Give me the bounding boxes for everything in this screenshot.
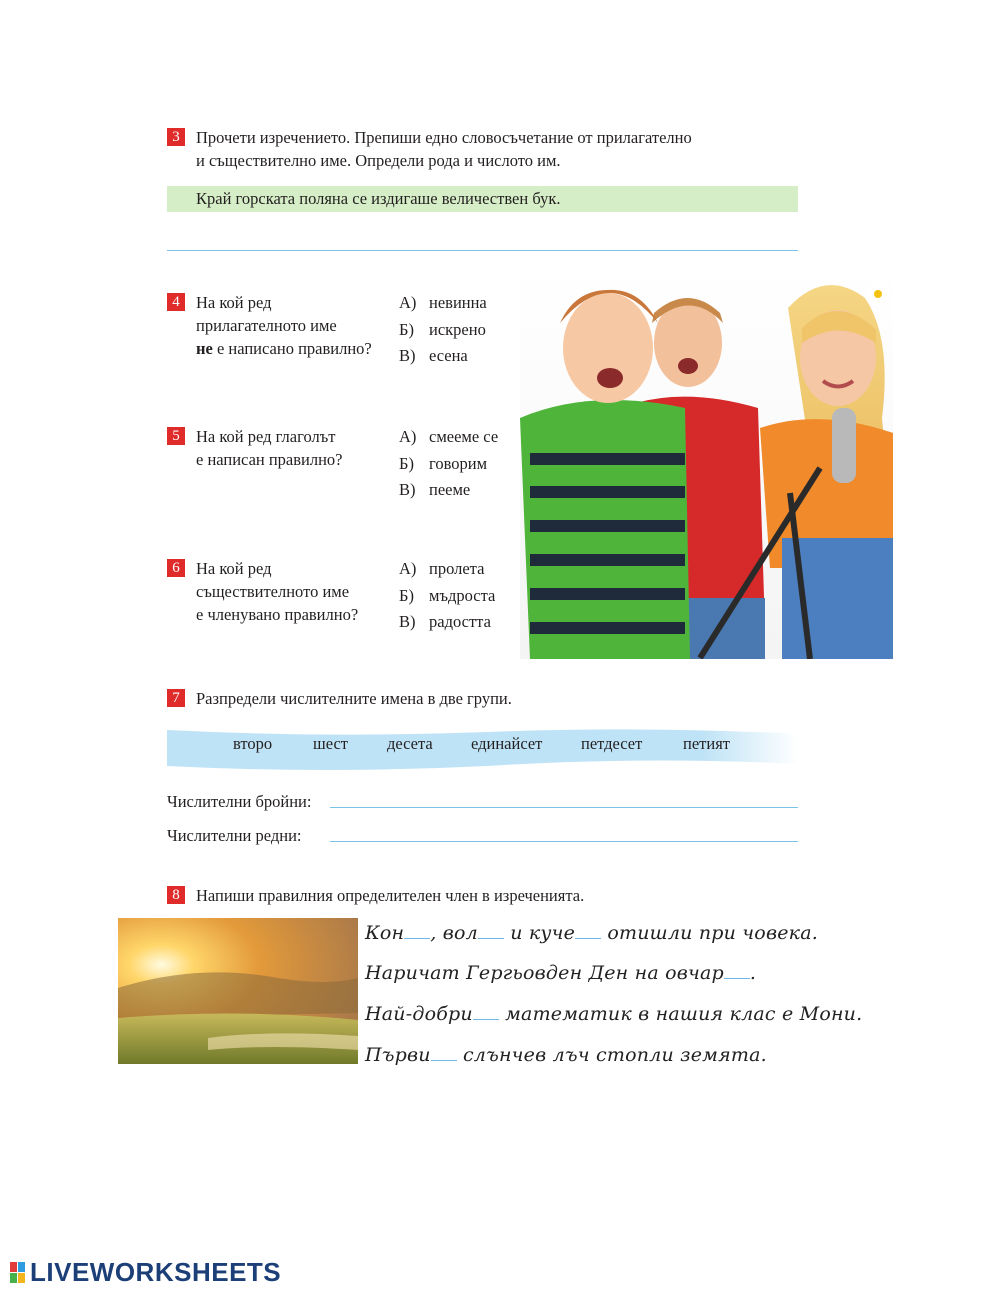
s3-blank-1[interactable] [473,1005,499,1020]
handwritten-sentence-4 [365,1044,767,1066]
s4-part-b: слънчев лъч стопли земята. [456,1044,767,1066]
s2-blank-1[interactable] [724,964,750,979]
q6-option-b-letter: Б) [399,586,414,605]
liveworksheets-logo-icon [10,1262,26,1284]
question-4-number: 4 [167,293,185,311]
question-5-line1: На кой ред глаголът [196,427,336,446]
q4-option-c[interactable] [399,343,468,370]
question-3-answer-line[interactable] [167,250,798,251]
q4-option-b[interactable] [399,317,486,344]
question-6-line3: е членувано правилно? [196,605,359,624]
number-word[interactable]: петдесет [581,734,643,753]
question-5-line2: е написан правилно? [196,450,343,469]
q6-option-a-text: пролета [429,559,485,578]
s1-blank-1[interactable] [404,924,430,939]
question-7-instruction: Разпредели числителните имена в две групи. [196,689,512,708]
s3-part-a: Най-добри [365,1003,473,1025]
question-3-number: 3 [167,128,185,146]
question-7-number: 7 [167,689,185,707]
s2-part-a: Наричат Гергьовден Ден на овчар [365,962,724,984]
q5-option-a-letter: А) [399,427,417,446]
q4-option-b-letter: Б) [399,320,414,339]
s2-part-b: . [749,962,757,984]
q4-option-a-letter: А) [399,293,417,312]
question-6-line1: На кой ред [196,559,272,578]
q4-option-b-text: искрено [429,320,486,339]
q4-option-c-text: есена [429,346,468,365]
ordinal-answer-line[interactable] [330,841,798,842]
q5-option-c[interactable] [399,477,470,504]
question-4-line1: На кой ред [196,293,272,312]
q5-option-b-letter: Б) [399,454,414,473]
s4-part-a: Първи [365,1044,431,1066]
number-words-band [167,726,798,772]
number-word[interactable]: единайсет [471,734,543,753]
q6-option-b[interactable] [399,583,495,610]
s1-part-a: Кон [365,922,405,944]
q5-option-c-letter: В) [399,480,416,499]
q4-option-a-text: невинна [429,293,487,312]
question-5-number: 5 [167,427,185,445]
q6-option-b-text: мъдроста [429,586,496,605]
question-3-sentence: Край горската поляна се издигаше величествен бук. [196,189,561,208]
number-word[interactable]: десета [387,734,433,753]
question-3-instruction-line1: Прочети изречението. Препиши едно словосъчетание от прилагателно [196,128,692,147]
question-6-line2: съществителното име [196,582,350,601]
s1-part-d: отишли при човека. [601,922,818,944]
singing-children-photo [520,268,893,659]
q6-option-a-letter: А) [399,559,417,578]
number-word[interactable]: шест [313,734,348,753]
q6-option-c-text: радостта [429,612,491,631]
s1-part-b: , вол [430,922,478,944]
s3-part-b: математик в нашия клас е Мони. [498,1003,863,1025]
q6-option-a[interactable] [399,556,484,583]
number-word[interactable]: петият [683,734,730,753]
q5-option-b-text: говорим [429,454,488,473]
handwritten-sentence-1 [365,922,818,944]
q5-option-a[interactable] [399,424,498,451]
q4-option-a[interactable] [399,290,487,317]
s1-blank-2[interactable] [478,924,504,939]
ordinal-numbers-label: Числителни редни: [167,826,302,845]
s1-part-c: и куче [503,922,576,944]
question-8-instruction: Напиши правилния определителен член в изреченията. [196,886,585,905]
question-3-instruction-line2: и съществително име. Определи рода и числото им. [196,151,561,170]
q5-option-a-text: смееме се [429,427,499,446]
handwritten-sentence-3 [365,1003,862,1025]
question-4-line3 [196,337,372,360]
question-4-line2: прилагателното име [196,316,337,335]
cardinal-answer-line[interactable] [330,807,798,808]
q5-option-c-text: пееме [429,480,471,499]
negation-word: не [196,339,213,358]
sunrise-landscape-photo [118,918,358,1064]
question-8-number: 8 [167,886,185,904]
s4-blank-1[interactable] [431,1046,457,1061]
question-4-line3-rest: е написано правилно? [212,339,372,358]
q6-option-c-letter: В) [399,612,416,631]
s1-blank-3[interactable] [575,924,601,939]
q5-option-b[interactable] [399,451,487,478]
number-word[interactable]: второ [233,734,273,753]
q4-option-c-letter: В) [399,346,416,365]
cardinal-numbers-label: Числителни бройни: [167,792,312,811]
handwritten-sentence-2 [365,962,756,984]
question-6-number: 6 [167,559,185,577]
q6-option-c[interactable] [399,609,491,636]
liveworksheets-brand[interactable]: LIVEWORKSHEETS [30,1257,282,1287]
